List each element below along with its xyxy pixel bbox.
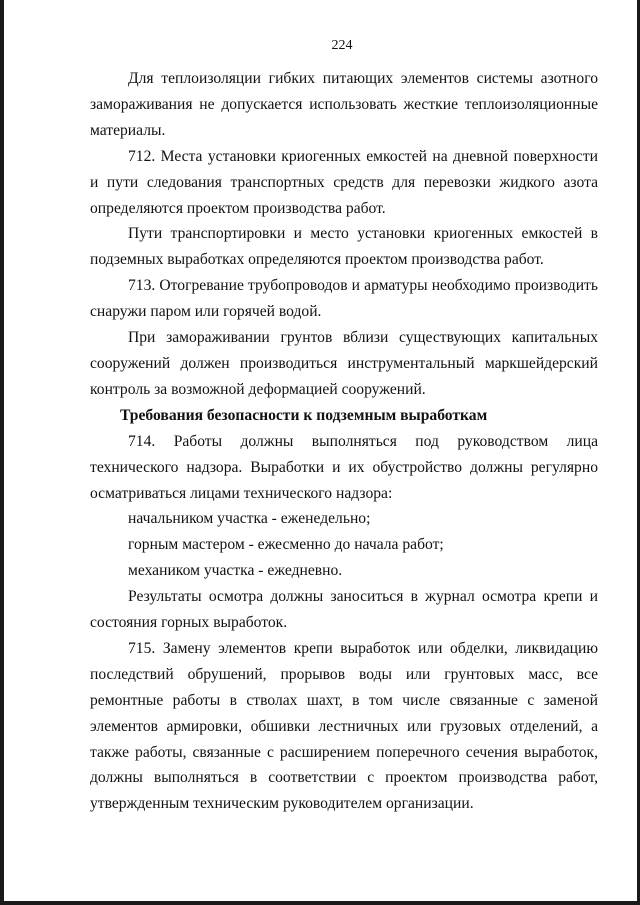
document-body	[90, 66, 598, 817]
paragraph-transport-routes: Пути транспортировки и место установки криогенных емкостей в подземных выработках определяются проектом производства работ.	[90, 225, 598, 269]
paragraph-thermal-insulation: Для теплоизоляции гибких питающих элементов системы азотного замораживания не допускается использовать жесткие теплоизоляционные материалы.	[90, 70, 598, 139]
page-number: 224	[331, 38, 353, 53]
paragraph-inspection-results: Результаты осмотра должны заноситься в журнал осмотра крепи и состояния горных выработок.	[90, 588, 598, 632]
paragraph-712: 712. Места установки криогенных емкостей на дневной поверхности и пути следования транспортных средств для перевозки жидкого азота определяются проектом производства работ.	[90, 147, 598, 217]
scan-border-bottom	[0, 901, 640, 905]
paragraph-survey-control: При замораживании грунтов вблизи существующих капитальных сооружений должен производиться инструментальный маркшейдерский контроль за возможной деформацией сооружений.	[90, 329, 598, 398]
list-item: горным мастером - ежесменно до начала работ;	[128, 536, 444, 554]
list-item: начальником участка - еженедельно;	[128, 510, 371, 528]
paragraph-713: 713. Отогревание трубопроводов и арматуры необходимо производить снаружи паром или горячей водой.	[90, 277, 598, 321]
scan-border-left	[0, 0, 4, 905]
list-item: механиком участка - ежедневно.	[128, 562, 343, 580]
section-heading: Требования безопасности к подземным выработкам	[120, 406, 488, 424]
paragraph-714: 714. Работы должны выполняться под руководством лица технического надзора. Выработки и их обустройство должны регулярно осматриваться лицами технического надзора:	[90, 432, 598, 502]
paragraph-715: 715. Замену элементов крепи выработок или обделки, ликвидацию последствий обрушений, прорывов воды или грунтовых масс, все ремонтные работы в стволах шахт, в том числе связанные с заменой элементов армировки, обшивки лестничных или грузовых отделений, а также работы, связанные с расширением поперечного сечения выработок, должны выполняться в соответствии с проектом производства работ, утвержденным техническим руководителем организации.	[90, 639, 598, 813]
